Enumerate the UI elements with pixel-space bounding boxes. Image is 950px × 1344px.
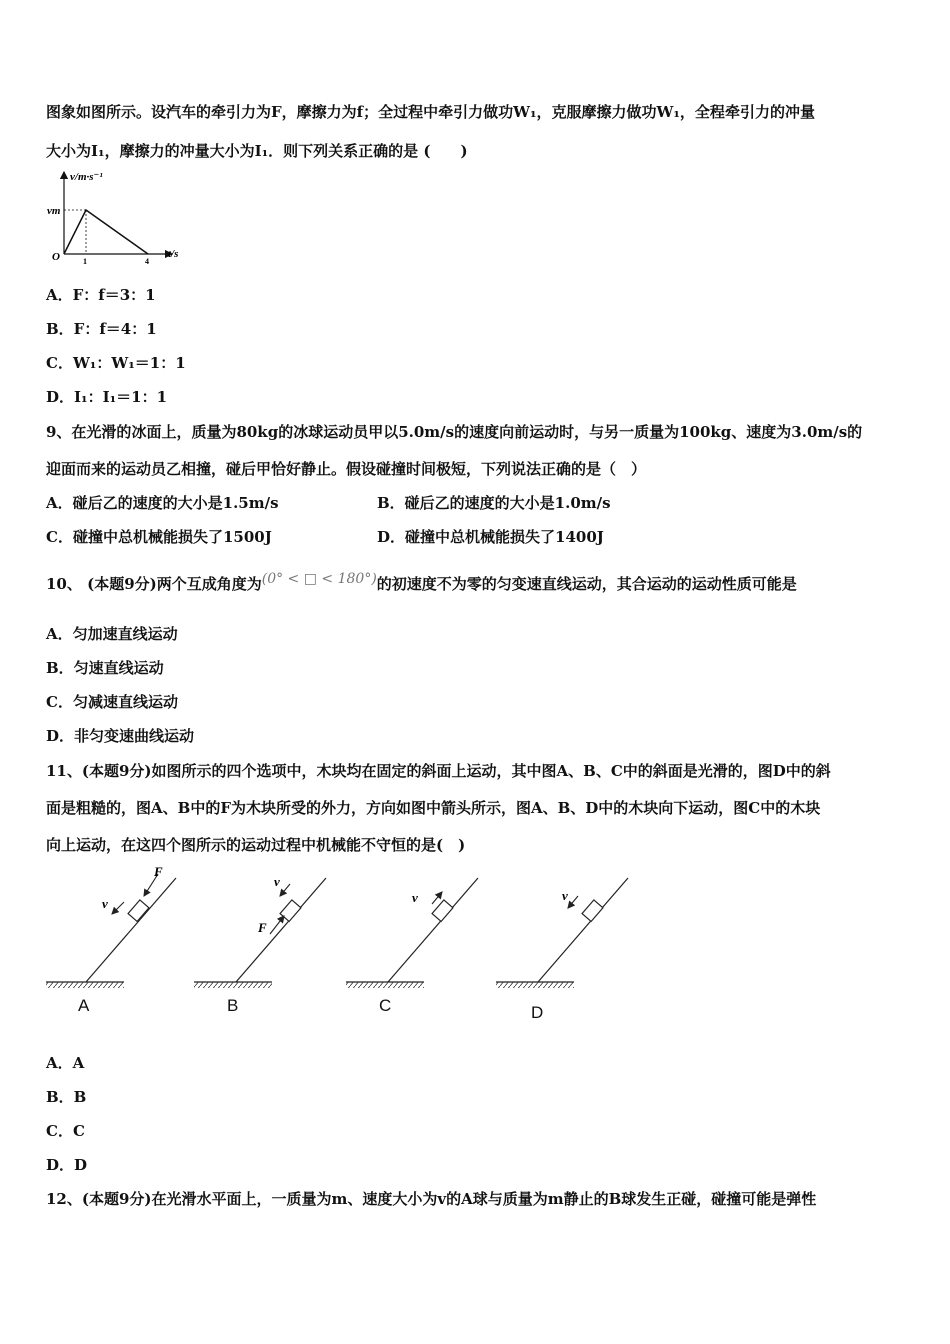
q11-a-velocity-label: v bbox=[102, 896, 108, 911]
q11-b-force-arrow bbox=[270, 916, 284, 934]
q11-diagram-c bbox=[346, 878, 478, 988]
q10-option-d[interactable]: D．非匀变速曲线运动 bbox=[46, 727, 195, 745]
q8-graph-vm-label: vm bbox=[47, 205, 61, 217]
q8-graph-tick-1: 1 bbox=[83, 257, 87, 266]
q11-incline-figure bbox=[40, 860, 640, 1000]
q9-option-b[interactable]: B．碰后乙的速度的大小是1.0m/s bbox=[377, 494, 611, 512]
q10-option-b[interactable]: B．匀速直线运动 bbox=[46, 659, 164, 677]
q10-option-c[interactable]: C．匀减速直线运动 bbox=[46, 693, 178, 711]
q11-a-force-label: F bbox=[154, 864, 163, 879]
q10-stem-post: 的初速度不为零的匀变速直线运动，其合运动的运动性质可能是 bbox=[376, 575, 797, 593]
q8-graph-y-label: v/m·s⁻¹ bbox=[70, 171, 103, 183]
q11-stem-line3: 向上运动，在这四个图所示的运动过程中机械能不守恒的是( ) bbox=[46, 836, 466, 854]
q8-option-b[interactable]: B．F：f＝4：1 bbox=[46, 320, 157, 338]
q11-a-velocity-arrow bbox=[112, 902, 124, 914]
q11-option-d[interactable]: D．D bbox=[46, 1156, 88, 1174]
q11-figure-label-a: A bbox=[78, 996, 90, 1015]
q8-graph-x-label: t/s bbox=[168, 248, 179, 260]
q11-option-c[interactable]: C．C bbox=[46, 1122, 85, 1140]
q8-graph-origin-label: O bbox=[52, 251, 60, 263]
q10-stem bbox=[46, 573, 797, 594]
q11-stem-line2: 面是粗糙的，图A、B中的F为木块所受的外力，方向如图中箭头所示，图A、B、D中的木块向下运动，图C中的木块 bbox=[46, 799, 821, 817]
q11-diagram-a bbox=[46, 864, 176, 988]
q11-c-velocity-arrow bbox=[432, 892, 442, 904]
q11-stem-line1: 11、(本题9分)如图所示的四个选项中，木块均在固定的斜面上运动，其中图A、B、C中的斜面是光滑的，图D中的斜 bbox=[46, 762, 831, 780]
q9-option-c[interactable]: C．碰撞中总机械能损失了1500J bbox=[46, 528, 272, 546]
q8-stem-line2: 大小为I₁，摩擦力的冲量大小为I₁．则下列关系正确的是 ( ) bbox=[46, 142, 468, 160]
q12-stem-line1: 12、(本题9分)在光滑水平面上，一质量为m、速度大小为v的A球与质量为m静止的B球发生正碰，碰撞可能是弹性 bbox=[46, 1190, 817, 1208]
q11-diagram-b bbox=[194, 874, 326, 988]
q8-graph-tick-4: 4 bbox=[145, 257, 149, 266]
q11-option-b[interactable]: B．B bbox=[46, 1088, 87, 1106]
q10-stem-formula: (0° < □ < 180°) bbox=[261, 571, 377, 587]
q11-b-force-label: F bbox=[258, 920, 267, 935]
q10-stem-pre: 10、 (本题9分)两个互成角度为 bbox=[46, 575, 262, 593]
q11-b-velocity-label: v bbox=[274, 874, 280, 889]
q11-d-velocity-arrow bbox=[568, 896, 578, 908]
q8-graph-curve bbox=[64, 210, 148, 254]
q11-diagram-d bbox=[496, 878, 628, 988]
q9-option-d[interactable]: D．碰撞中总机械能损失了1400J bbox=[377, 528, 604, 546]
q8-option-a[interactable]: A．F：f＝3：1 bbox=[46, 286, 156, 304]
q11-d-velocity-label: v bbox=[562, 888, 568, 903]
q8-stem-line1: 图象如图所示。设汽车的牵引力为F，摩擦力为f；全过程中牵引力做功W₁，克服摩擦力做功W₁，全程牵引力的冲量 bbox=[46, 103, 815, 121]
q11-b-velocity-arrow bbox=[280, 884, 290, 896]
q8-option-d[interactable]: D．I₁：I₁＝1：1 bbox=[46, 388, 168, 406]
q11-c-velocity-label: v bbox=[412, 890, 418, 905]
q11-option-a[interactable]: A．A bbox=[46, 1054, 85, 1072]
q9-stem-line2: 迎面而来的运动员乙相撞，碰后甲恰好静止。假设碰撞时间极短，下列说法正确的是（ ） bbox=[46, 460, 647, 478]
q10-option-a[interactable]: A．匀加速直线运动 bbox=[46, 625, 178, 643]
q8-vt-graph bbox=[46, 168, 196, 268]
q8-option-c[interactable]: C．W₁：W₁＝1：1 bbox=[46, 354, 186, 372]
q11-figure-label-d: D bbox=[531, 1003, 544, 1022]
q9-stem-line1: 9、在光滑的冰面上，质量为80kg的冰球运动员甲以5.0m/s的速度向前运动时，与另一质量为100kg、速度为3.0m/s的 bbox=[46, 423, 863, 441]
q11-figure-label-b: B bbox=[227, 996, 239, 1015]
q11-figure-label-c: C bbox=[379, 996, 392, 1015]
q9-option-a[interactable]: A．碰后乙的速度的大小是1.5m/s bbox=[46, 494, 279, 512]
